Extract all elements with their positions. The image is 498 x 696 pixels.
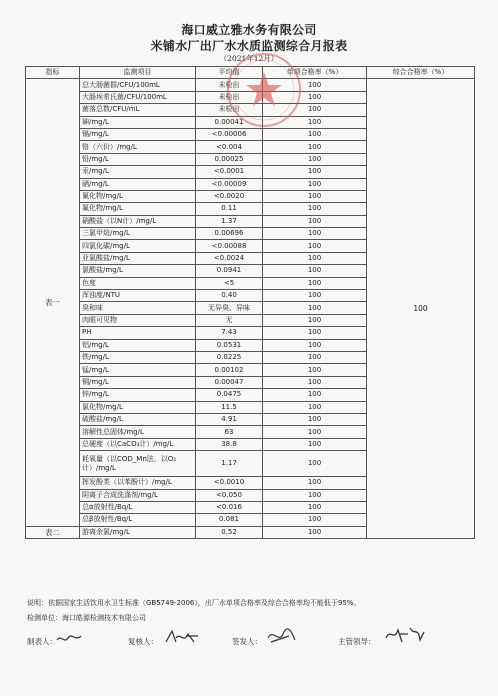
item-name: 镉/mg/L [80,128,196,140]
average-value: <0.00088 [196,240,263,252]
item-name: 总β放射性/Bq/L [80,514,196,526]
item-name: 菌落总数/CFU/mL [80,104,196,116]
company-seal-stamp [224,50,304,130]
item-pass-rate: 100 [263,426,367,438]
item-pass-rate: 100 [263,215,367,227]
average-value: 0.081 [196,514,263,526]
item-name: 挥发酚类（以苯酚计）/mg/L [80,477,196,489]
item-pass-rate: 100 [263,265,367,277]
item-name: 总硬度（以CaCO₃计）/mg/L [80,438,196,450]
average-value: 0.0941 [196,265,263,277]
item-pass-rate: 100 [263,526,367,538]
average-value: 未检出 [196,79,263,91]
item-name: 总α放射性/Bq/L [80,501,196,513]
item-pass-rate: 100 [263,104,367,116]
item-name: 锰/mg/L [80,364,196,376]
report-title: 米铺水厂出厂水水质监测综合月报表 [150,39,348,53]
average-value: 38.8 [196,438,263,450]
item-name: 硝酸盐（以N计）/mg/L [80,215,196,227]
col-header-indicator: 指标 [26,67,80,79]
average-value: 0.11 [196,203,263,215]
item-pass-rate: 100 [263,141,367,153]
item-pass-rate: 100 [263,351,367,363]
reviewer-label: 复核人： [128,637,158,646]
supervisor-signature [384,624,426,646]
issuer-label: 签发人： [232,637,262,646]
item-name: 浑浊度/NTU [80,290,196,302]
average-value: 0.40 [196,290,263,302]
item-pass-rate: 100 [263,314,367,326]
item-name: 三氯甲烷/mg/L [80,228,196,240]
average-value: <0.016 [196,501,263,513]
testing-institution: 检测单位：海口皓源检测技术有限公司 [27,614,146,622]
item-name: 总大肠菌群/CFU/100mL [80,79,196,91]
average-value: <5 [196,277,263,289]
item-name: 氟化物/mg/L [80,203,196,215]
col-header-overall-rate: 综合合格率（%） [367,67,475,79]
item-pass-rate: 100 [263,153,367,165]
item-pass-rate: 100 [263,438,367,450]
item-name: 溶解性总固体/mg/L [80,426,196,438]
item-pass-rate: 100 [263,413,367,425]
average-value: <0.00009 [196,178,263,190]
average-value: 4.91 [196,413,263,425]
item-name: 铁/mg/L [80,351,196,363]
supervisor-label: 主管领导： [338,637,376,646]
item-pass-rate: 100 [263,339,367,351]
item-name: 耗氧量（以COD_Mn法，以O₂计）/mg/L [80,451,196,477]
item-pass-rate: 100 [263,91,367,103]
item-name: 硫酸盐/mg/L [80,413,196,425]
item-pass-rate: 100 [263,477,367,489]
item-name: 硒/mg/L [80,178,196,190]
average-value: <0.0001 [196,166,263,178]
item-name: 大肠埃希氏菌/CFU/100mL [80,91,196,103]
col-header-average: 平均值 [196,67,263,79]
item-pass-rate: 100 [263,178,367,190]
col-header-item-rate: 单项合格率（%） [263,67,367,79]
item-pass-rate: 100 [263,376,367,388]
average-value: 1.17 [196,451,263,477]
item-pass-rate: 100 [263,364,367,376]
item-name: 铜/mg/L [80,376,196,388]
average-value: 0.52 [196,526,263,538]
item-pass-rate: 100 [263,401,367,413]
item-pass-rate: 100 [263,302,367,314]
average-value: <0.050 [196,489,263,501]
average-value: 11.5 [196,401,263,413]
item-pass-rate: 100 [263,290,367,302]
item-name: 臭和味 [80,302,196,314]
company-name: 海口威立雅水务有限公司 [181,23,317,37]
item-pass-rate: 100 [263,203,367,215]
average-value: 63 [196,426,263,438]
average-value: 0.00041 [196,116,263,128]
average-value: 无 [196,314,263,326]
item-name: 肉眼可见物 [80,314,196,326]
issuer-signature [265,626,297,646]
item-pass-rate: 100 [263,451,367,477]
item-name: 氯化物/mg/L [80,401,196,413]
item-name: 氯酸盐/mg/L [80,265,196,277]
item-name: 氰化物/mg/L [80,190,196,202]
item-name: 色度 [80,277,196,289]
average-value: 无异臭、异味 [196,302,263,314]
item-pass-rate: 100 [263,514,367,526]
item-pass-rate: 100 [263,228,367,240]
average-value: <0.004 [196,141,263,153]
item-name: 亚氯酸盐/mg/L [80,252,196,264]
item-name: 游离余氯/mg/L [80,526,196,538]
average-value: 0.00025 [196,153,263,165]
average-value: <0.0024 [196,252,263,264]
item-pass-rate: 100 [263,79,367,91]
average-value: 0.0225 [196,351,263,363]
item-name: 铬（六价）/mg/L [80,141,196,153]
preparer-label: 制表人： [27,637,57,646]
average-value: <0.0020 [196,190,263,202]
overall-pass-rate: 100 [367,79,475,539]
item-name: 阴离子合成洗涤剂/mg/L [80,489,196,501]
average-value: 0.00696 [196,228,263,240]
item-pass-rate: 100 [263,116,367,128]
preparer-signature [55,630,83,646]
average-value: <0.00006 [196,128,263,140]
footer-note: 说明：依据国家生活饮用水卫生标准（GB5749-2006），出厂水单项合格率及综合合格率均不能低于95%。 [27,599,361,607]
water-quality-table [25,66,475,539]
group-label-table2: 表二 [26,526,80,538]
group-label-table1: 表一 [26,79,80,526]
item-pass-rate: 100 [263,252,367,264]
item-name: 汞/mg/L [80,166,196,178]
item-pass-rate: 100 [263,277,367,289]
average-value: 0.00102 [196,364,263,376]
item-pass-rate: 100 [263,240,367,252]
item-pass-rate: 100 [263,166,367,178]
col-header-item: 监测项目 [80,67,196,79]
item-pass-rate: 100 [263,327,367,339]
item-pass-rate: 100 [263,190,367,202]
item-pass-rate: 100 [263,501,367,513]
average-value: 7.43 [196,327,263,339]
item-name: 砷/mg/L [80,116,196,128]
average-value: 未检出 [196,104,263,116]
item-name: 铅/mg/L [80,153,196,165]
reviewer-signature [164,628,200,646]
average-value: <0.0010 [196,477,263,489]
average-value: 0.0475 [196,389,263,401]
report-period: （2021年12月） [219,54,279,63]
average-value: 0.00047 [196,376,263,388]
item-name: 铝/mg/L [80,339,196,351]
item-pass-rate: 100 [263,489,367,501]
item-name: 四氯化碳/mg/L [80,240,196,252]
average-value: 未检出 [196,91,263,103]
item-name: 锌/mg/L [80,389,196,401]
average-value: 1.37 [196,215,263,227]
item-pass-rate: 100 [263,128,367,140]
item-name: PH [80,327,196,339]
item-pass-rate: 100 [263,389,367,401]
average-value: 0.0531 [196,339,263,351]
